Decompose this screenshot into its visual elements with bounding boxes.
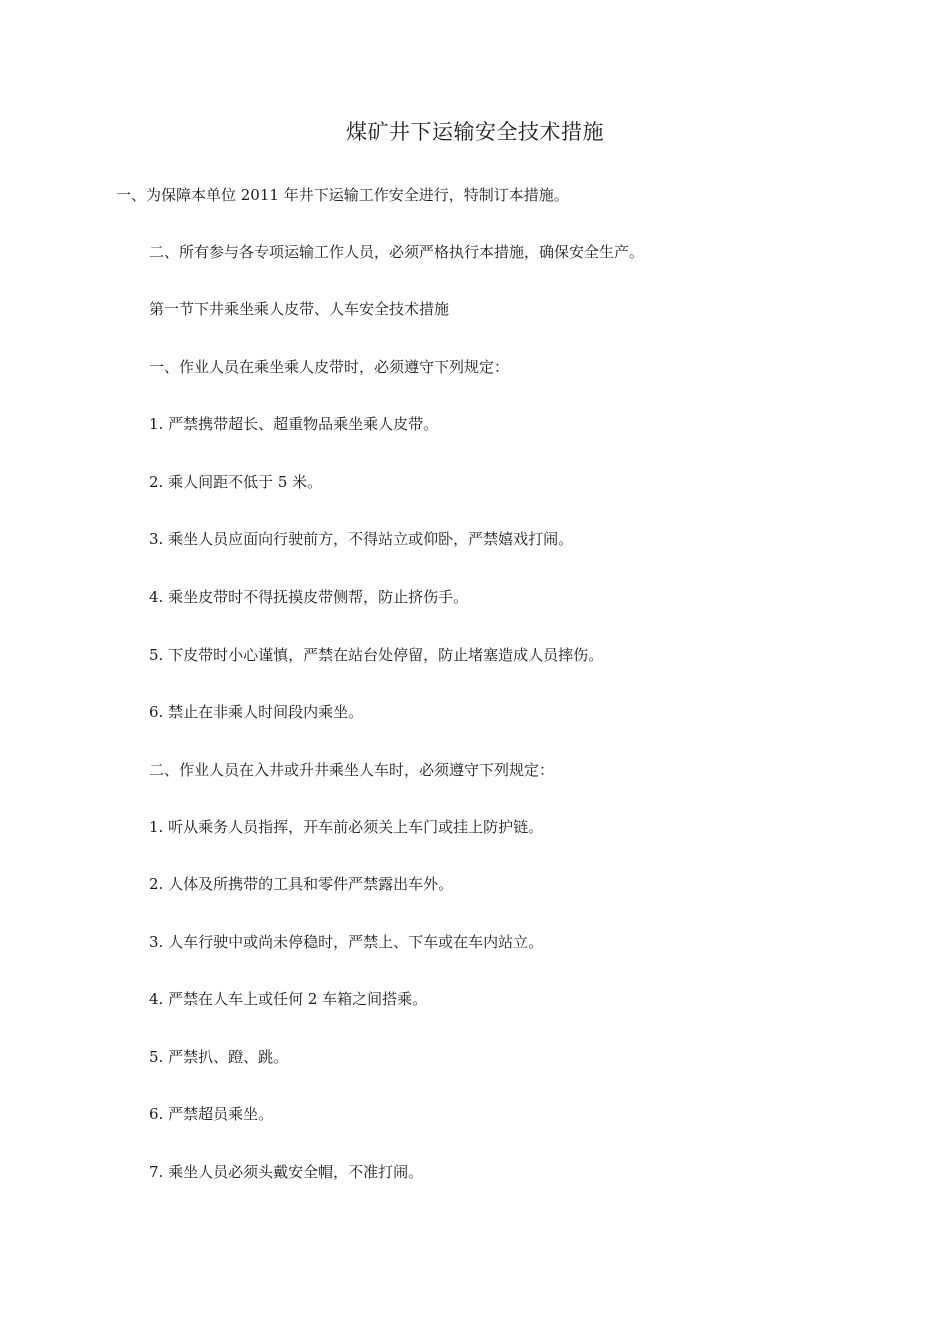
list-item: 5. 严禁扒、蹬、跳。: [149, 1048, 289, 1066]
list-item: 2. 乘人间距不低于 5 米。: [149, 473, 323, 491]
list-item: 1. 听从乘务人员指挥，开车前必须关上车门或挂上防护链。: [149, 818, 544, 836]
list-item: 3. 乘坐人员应面向行驶前方，不得站立或仰卧，严禁嬉戏打闹。: [149, 530, 574, 548]
list-item: 4. 严禁在人车上或任何 2 车箱之间搭乘。: [149, 990, 428, 1008]
list-item: 4. 乘坐皮带时不得抚摸皮带侧帮，防止挤伤手。: [149, 588, 469, 606]
list-item: 7. 乘坐人员必须头戴安全帽，不准打闹。: [149, 1163, 424, 1181]
list-item: 3. 人车行驶中或尚未停稳时，严禁上、下车或在车内站立。: [149, 933, 544, 951]
document-title: 煤矿井下运输安全技术措施: [346, 120, 604, 144]
list-item: 1. 严禁携带超长、超重物品乘坐乘人皮带。: [149, 415, 439, 433]
list-item: 2. 人体及所携带的工具和零件严禁露出车外。: [149, 875, 454, 893]
list-item: 5. 下皮带时小心谨慎，严禁在站台处停留，防止堵塞造成人员摔伤。: [149, 646, 604, 664]
section-heading: 第一节下井乘坐乘人皮带、人车安全技术措施: [149, 300, 450, 318]
paragraph: 一、作业人员在乘坐乘人皮带时，必须遵守下列规定：: [149, 358, 510, 376]
paragraph: 二、作业人员在入井或升井乘坐人车时，必须遵守下列规定：: [149, 761, 555, 779]
paragraph: 二、所有参与各专项运输工作人员，必须严格执行本措施，确保安全生产。: [149, 243, 645, 261]
list-item: 6. 禁止在非乘人时间段内乘坐。: [149, 703, 364, 721]
list-item: 6. 严禁超员乘坐。: [149, 1105, 274, 1123]
paragraph: 一、为保障本单位 2011 年井下运输工作安全进行，特制订本措施。: [116, 186, 569, 204]
